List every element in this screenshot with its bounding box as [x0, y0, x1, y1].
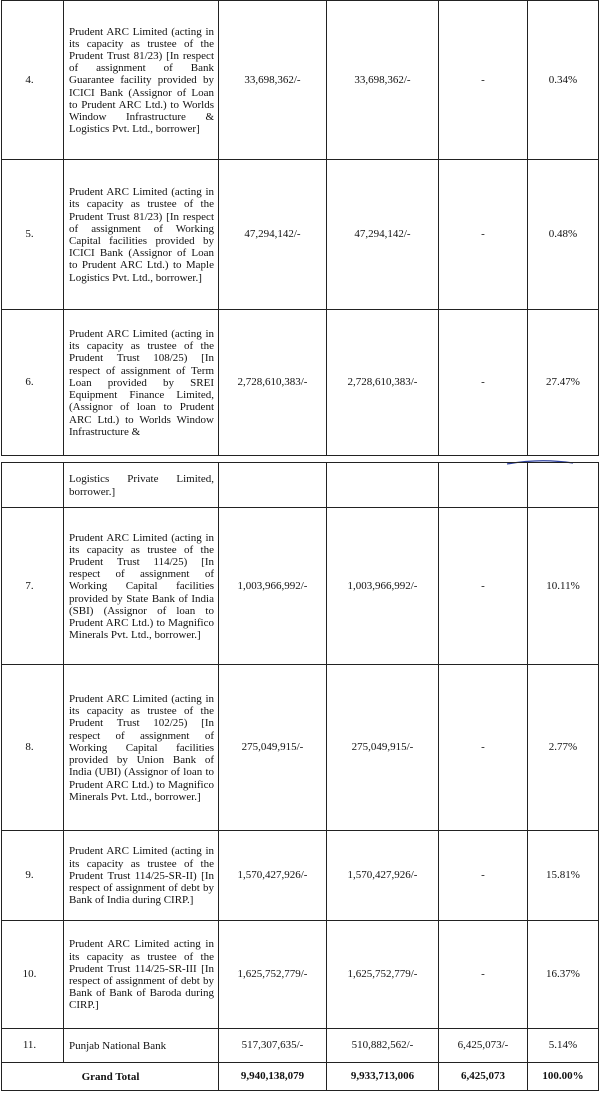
amount-claimed: 517,307,635/-: [219, 1029, 327, 1063]
amount-admitted: 510,882,562/-: [327, 1029, 439, 1063]
voting-share: 10.11%: [528, 508, 599, 665]
voting-share: 0.34%: [528, 1, 599, 160]
creditor-name: Punjab National Bank: [64, 1029, 219, 1063]
serial-number: 6.: [2, 310, 64, 456]
total-claimed: 9,940,138,079: [219, 1063, 327, 1091]
creditor-name: Prudent ARC Limited (acting in its capacity as trustee of the Prudent Trust 114/25) [In respect of assignment of Working Capital facilities provided by State Bank of India (SBI) (Assignor of loan to Prudent ARC Ltd.) to Magnifico Minerals Pvt. Ltd., borrower.]: [64, 508, 219, 665]
table-row: [2, 921, 599, 1029]
voting-share: 5.14%: [528, 1029, 599, 1063]
creditor-name: Prudent ARC Limited (acting in its capacity as trustee of the Prudent Trust 81/23) [In respect of assignment of Bank Guarantee facility provided by ICICI Bank (Assignor of Loan to Prudent ARC Ltd.) to Worlds Window Infrastructure & Logistics Pvt. Ltd., borrower]: [64, 1, 219, 160]
total-share: 100.00%: [528, 1063, 599, 1091]
amount-claimed: 1,625,752,779/-: [219, 921, 327, 1029]
amount-claimed: 275,049,915/-: [219, 665, 327, 831]
amount-other: -: [439, 1, 528, 160]
total-other: 6,425,073: [439, 1063, 528, 1091]
voting-share: 16.37%: [528, 921, 599, 1029]
total-admitted: 9,933,713,006: [327, 1063, 439, 1091]
voting-share: 0.48%: [528, 160, 599, 310]
amount-other: -: [439, 508, 528, 665]
amount-claimed: 47,294,142/-: [219, 160, 327, 310]
amount-other: -: [439, 310, 528, 456]
creditor-name: Prudent ARC Limited acting in its capacity as trustee of the Prudent Trust 114/25-SR-III [In respect of assignment of debt by Bank of Bank of Baroda during CIRP.]: [64, 921, 219, 1029]
serial-number: 11.: [2, 1029, 64, 1063]
amount-admitted: 1,625,752,779/-: [327, 921, 439, 1029]
table-row: [2, 310, 599, 456]
amount-admitted: 2,728,610,383/-: [327, 310, 439, 456]
table-row: [2, 508, 599, 665]
claims-table-part-2: [1, 462, 599, 1091]
amount-other: -: [439, 921, 528, 1029]
serial-number: 9.: [2, 831, 64, 921]
table-row: [2, 665, 599, 831]
amount-claimed: 33,698,362/-: [219, 1, 327, 160]
table-row: [2, 1029, 599, 1063]
serial-number: 4.: [2, 1, 64, 160]
creditor-name-continued: Logistics Private Limited, borrower.]: [64, 463, 219, 508]
amount-other: -: [439, 160, 528, 310]
claims-table-part-1: [1, 0, 599, 456]
amount-other: 6,425,073/-: [439, 1029, 528, 1063]
creditor-name: Prudent ARC Limited (acting in its capacity as trustee of the Prudent Trust 108/25) [In respect of assignment of Term Loan provided by SREI Equipment Finance Limited, (Assignor of loan to Prudent ARC Ltd.) to Worlds Window Infrastructure &: [64, 310, 219, 456]
creditor-name: Prudent ARC Limited (acting in its capacity as trustee of the Prudent Trust 81/23) [In respect of assignment of Working Capital facilities provided by ICICI Bank (Assignor of Loan to Prudent ARC Ltd.) to Maple Logistics Pvt. Ltd., borrower.]: [64, 160, 219, 310]
serial-number: 8.: [2, 665, 64, 831]
table-row: [2, 160, 599, 310]
table-row: [2, 463, 599, 508]
amount-admitted: 1,003,966,992/-: [327, 508, 439, 665]
table-row: [2, 831, 599, 921]
serial-number: 7.: [2, 508, 64, 665]
amount-claimed: 1,570,427,926/-: [219, 831, 327, 921]
voting-share: 2.77%: [528, 665, 599, 831]
table-row: [2, 1, 599, 160]
creditor-name: Prudent ARC Limited (acting in its capacity as trustee of the Prudent Trust 114/25-SR-II) [In respect of assignment of debt by Bank of India during CIRP.]: [64, 831, 219, 921]
amount-claimed: 1,003,966,992/-: [219, 508, 327, 665]
voting-share: 27.47%: [528, 310, 599, 456]
serial-number: 5.: [2, 160, 64, 310]
amount-admitted: 275,049,915/-: [327, 665, 439, 831]
amount-claimed: 2,728,610,383/-: [219, 310, 327, 456]
grand-total-label: Grand Total: [2, 1063, 219, 1091]
amount-admitted: 1,570,427,926/-: [327, 831, 439, 921]
creditor-name: Prudent ARC Limited (acting in its capacity as trustee of the Prudent Trust 102/25) [In respect of assignment of Working Capital facilities provided by Union Bank of India (UBI) (Assignor of loan to Prudent ARC Ltd.) to Magnifico Minerals Pvt. Ltd., borrower.]: [64, 665, 219, 831]
amount-other: -: [439, 831, 528, 921]
amount-admitted: 33,698,362/-: [327, 1, 439, 160]
serial-number: 10.: [2, 921, 64, 1029]
voting-share: 15.81%: [528, 831, 599, 921]
serial-number: [2, 463, 64, 508]
grand-total-row: [2, 1063, 599, 1091]
amount-admitted: 47,294,142/-: [327, 160, 439, 310]
amount-other: -: [439, 665, 528, 831]
